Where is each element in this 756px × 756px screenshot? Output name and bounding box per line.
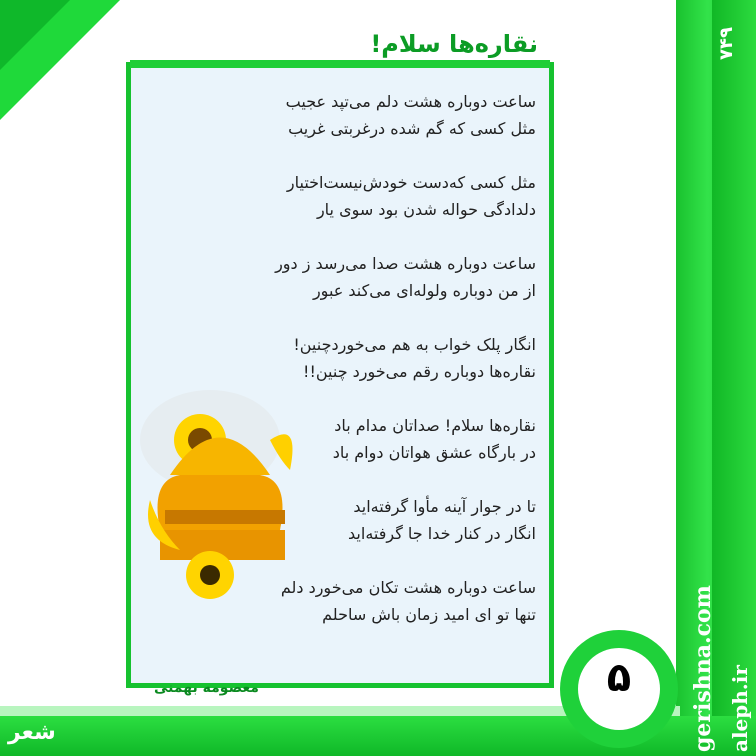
- corner-decoration-inner: [0, 0, 70, 70]
- poem-line: انگار پلک خواب به هم می‌خوردچنین!: [293, 335, 536, 354]
- stanza: [116, 574, 536, 628]
- website-link: aleph.ir: [728, 665, 752, 752]
- page-title: نقاره‌ها سلام!: [370, 30, 538, 58]
- stanza: [116, 88, 536, 142]
- author-name: معصومه بهمنی: [154, 680, 259, 696]
- stanza: [116, 331, 536, 385]
- poem-line: تا در جوار آینه مأوا گرفته‌اید: [353, 497, 536, 516]
- poem-line: دلدادگی حواله شدن بود سوی یار: [316, 200, 536, 219]
- poem-line: نقاره‌ها سلام! صداتان مدام باد: [334, 416, 536, 435]
- stanza: [116, 412, 536, 466]
- poem-line: از من دوباره ولوله‌ای می‌کند عبور: [312, 281, 536, 300]
- poem-line: مثل کسی که‌دست خودش‌نیست‌اختیار: [286, 173, 536, 192]
- poem-line: ساعت دوباره هشت دلم می‌تپد عجیب: [285, 92, 536, 111]
- poem-line: تنها تو ای امید زمان باش ساحلم: [322, 605, 536, 624]
- page-number: ۵: [606, 655, 632, 701]
- poem-line: در بارگاه عشق هواتان دوام باد: [332, 443, 536, 462]
- stanza: [116, 169, 536, 223]
- poem-line: انگار در کنار خدا جا گرفته‌اید: [348, 524, 536, 543]
- website-link: gerishna.com: [690, 585, 716, 752]
- poem-line: ساعت دوباره هشت تکان می‌خورد دلم: [280, 578, 536, 597]
- side-number: ۷۴۹: [716, 27, 737, 60]
- poem-body: [116, 88, 536, 655]
- stanza: [116, 250, 536, 304]
- poem-line: مثل کسی که گم شده درغربتی غریب: [288, 119, 536, 138]
- stanza: [116, 493, 536, 547]
- section-label: شعر: [8, 720, 56, 745]
- card-top-bar: [130, 60, 550, 68]
- right-green-strip-inner: [712, 0, 756, 756]
- poem-line: ساعت دوباره هشت صدا می‌رسد ز دور: [275, 254, 536, 273]
- poem-line: نقاره‌ها دوباره رقم می‌خورد چنین!!: [303, 362, 536, 381]
